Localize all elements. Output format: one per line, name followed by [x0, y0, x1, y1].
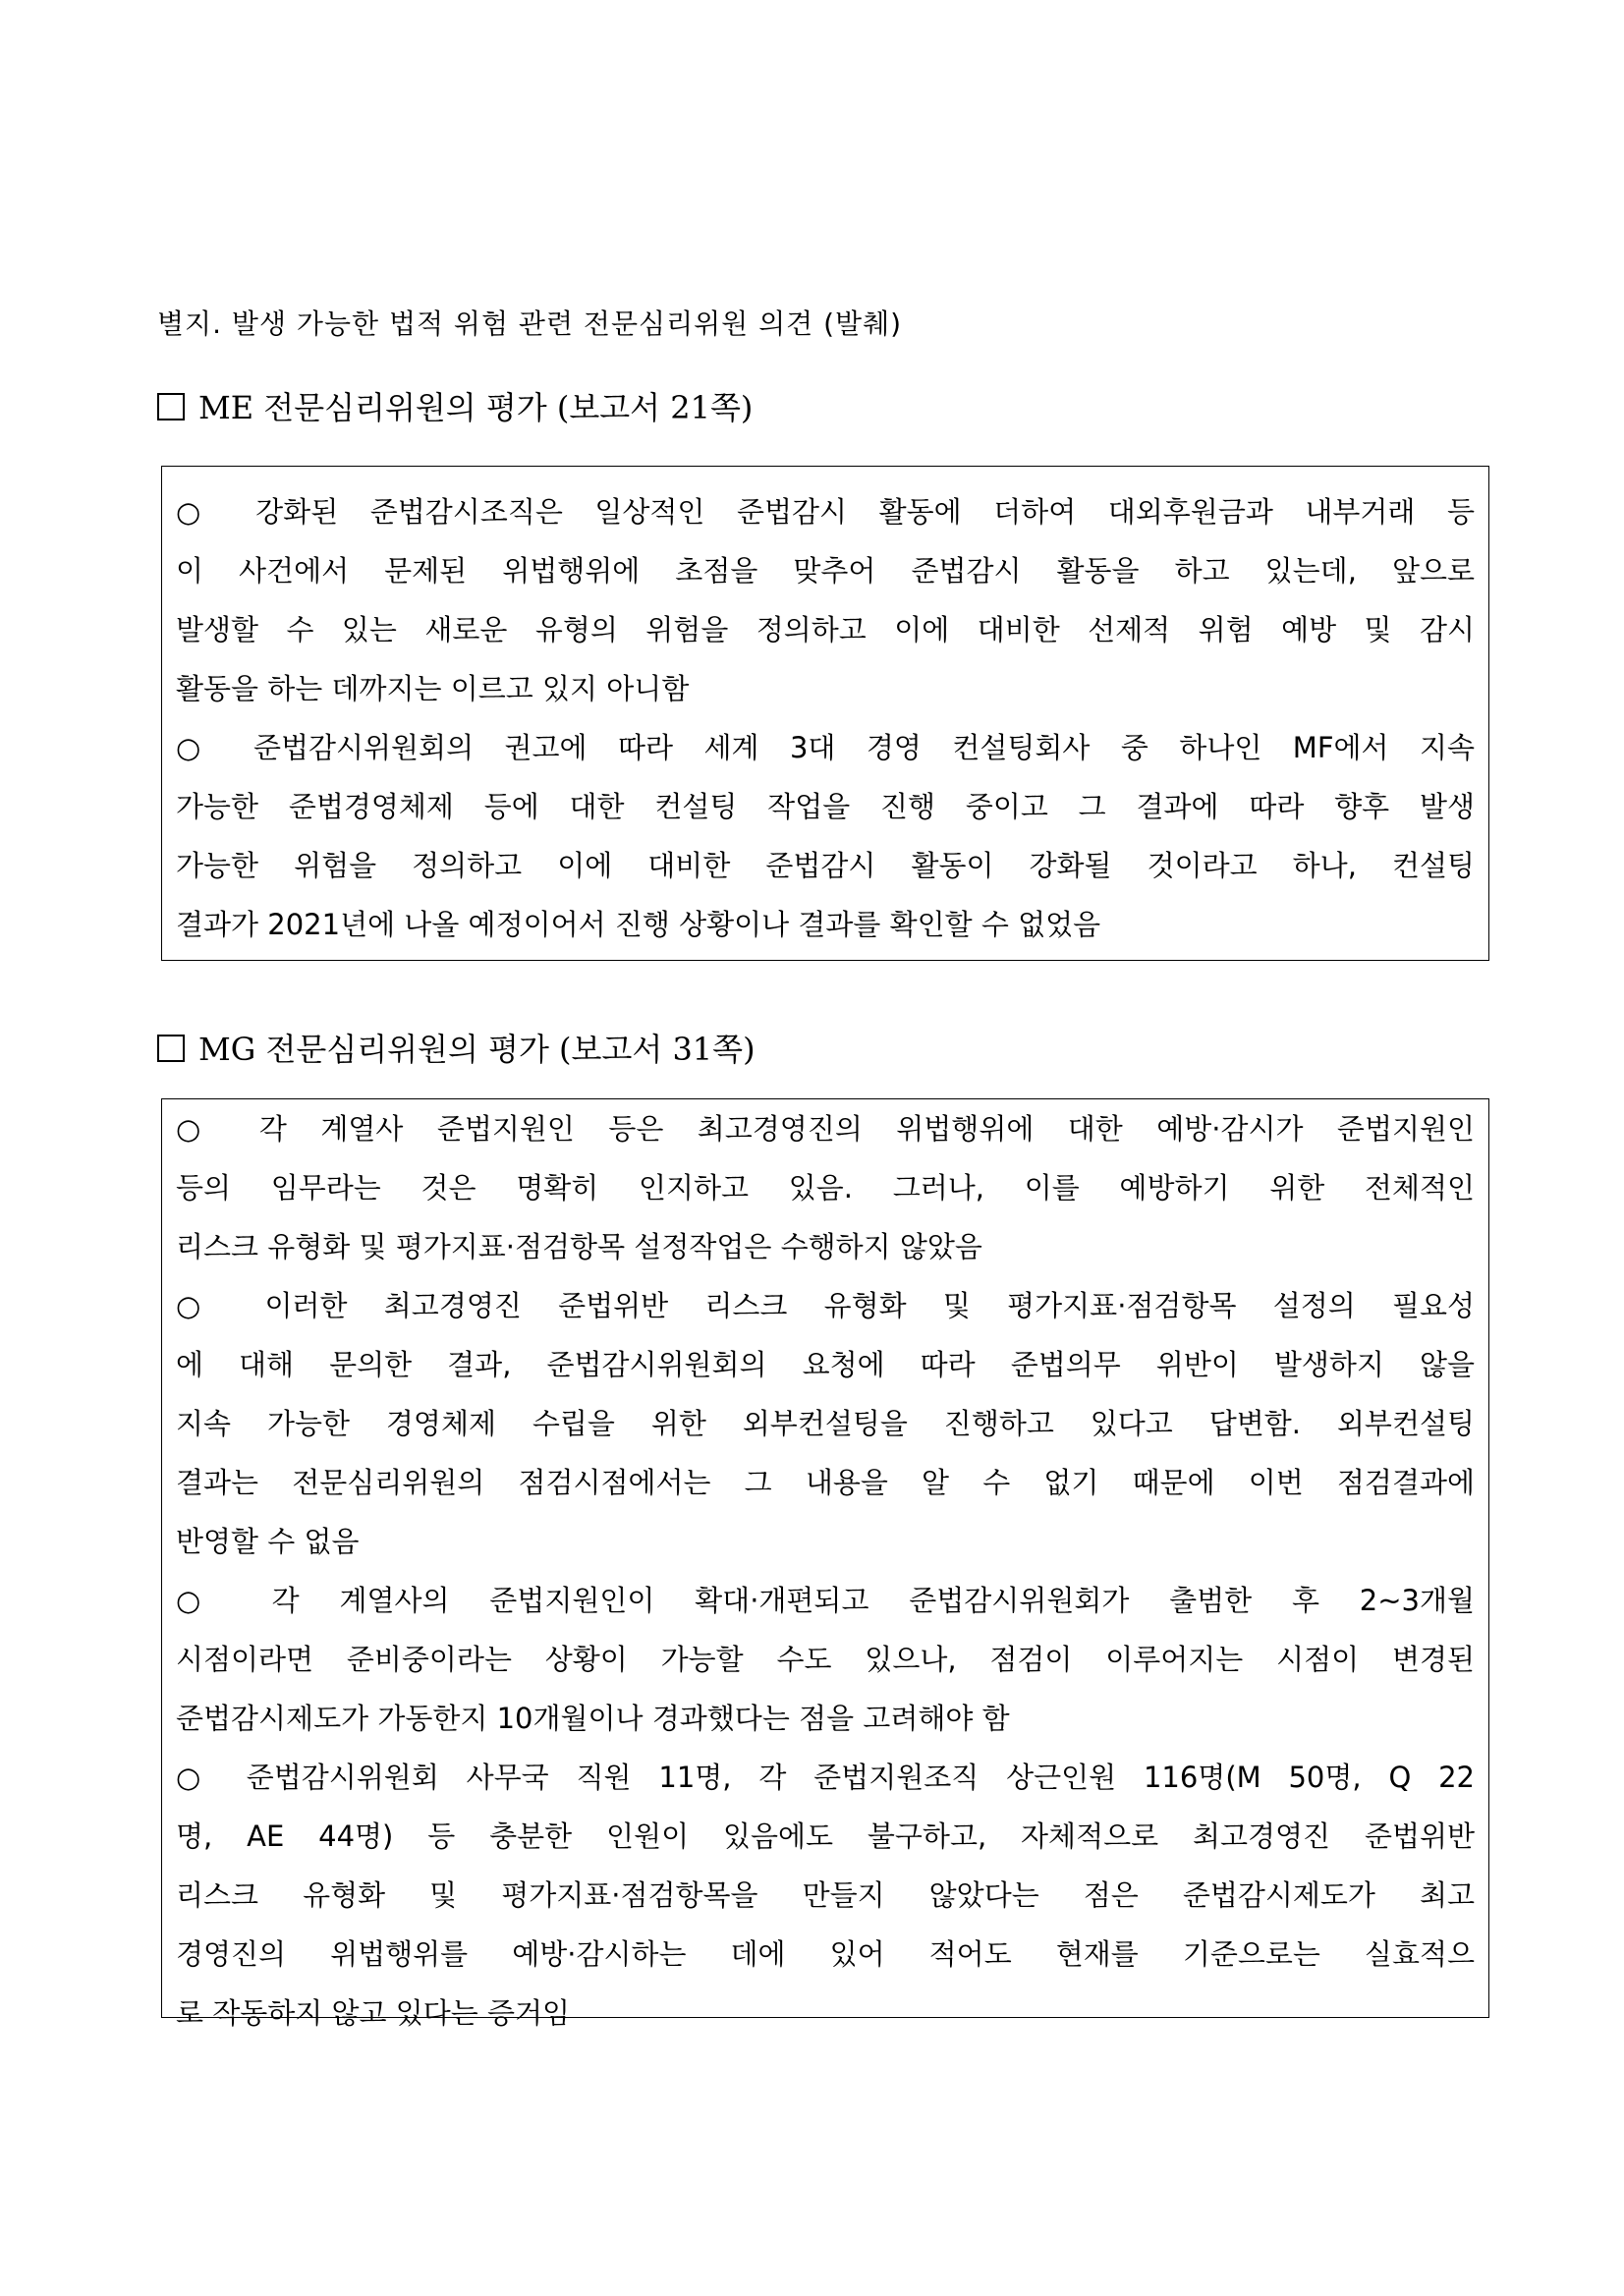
text-line: 반영할 수 없음 — [176, 1525, 360, 1558]
section-title-text: ME 전문심리위원의 평가 (보고서 21쪽) — [198, 389, 754, 426]
text-line: 에 대해 문의한 결과, 준법감시위원회의 요청에 따라 준법의무 위반이 발생하지 않을 — [176, 1348, 1475, 1381]
text-line: 지속 가능한 경영체제 수립을 위한 외부컨설팅을 진행하고 있다고 답변함. 외부컨설팅 — [176, 1407, 1475, 1440]
text-line: 이 사건에서 문제된 위법행위에 초점을 맞추어 준법감시 활동을 하고 있는데, 앞으로 — [176, 554, 1475, 588]
text-line: 시점이라면 준비중이라는 상황이 가능할 수도 있으나, 점검이 이루어지는 시점이 변경된 — [176, 1643, 1475, 1676]
section-title-me — [157, 383, 753, 428]
text-line: 가능한 위험을 정의하고 이에 대비한 준법감시 활동이 강화될 것이라고 하나, 컨설팅 — [176, 849, 1475, 882]
text-line: 준법감시제도가 가동한지 10개월이나 경과했다는 점을 고려해야 함 — [176, 1702, 1010, 1735]
section-box-mg — [161, 1098, 1489, 2030]
text-line: 로 작동하지 않고 있다는 증거임 — [176, 1996, 571, 2030]
text-line: ○ 준법감시위원회 사무국 직원 11명, 각 준법지원조직 상근인원 116명(M 50명, Q 22 — [176, 1761, 1475, 1794]
text-line: ○ 준법감시위원회의 권고에 따라 세계 3대 경영 컨설팅회사 중 하나인 MF에서 지속 — [176, 731, 1475, 764]
section-title-text: MG 전문심리위원의 평가 (보고서 31쪽) — [198, 1031, 756, 1068]
checkbox-square-icon — [157, 393, 185, 420]
text-line: 리스크 유형화 및 평가지표·점검항목을 만들지 않았다는 점은 준법감시제도가 최고 — [176, 1878, 1475, 1912]
text-line: ○ 이러한 최고경영진 준법위반 리스크 유형화 및 평가지표·점검항목 설정의 필요성 — [176, 1289, 1475, 1322]
text-line: 명, AE 44명) 등 충분한 인원이 있음에도 불구하고, 자체적으로 최고경영진 준법위반 — [176, 1820, 1475, 1853]
text-line: ○ 각 계열사의 준법지원인이 확대·개편되고 준법감시위원회가 출범한 후 2~3개월 — [176, 1584, 1475, 1617]
section-box-me — [161, 466, 1489, 961]
text-line: 발생할 수 있는 새로운 유형의 위험을 정의하고 이에 대비한 선제적 위험 예방 및 감시 — [176, 613, 1475, 646]
text-line: 경영진의 위법행위를 예방·감시하는 데에 있어 적어도 현재를 기준으로는 실효적으 — [176, 1937, 1475, 1971]
text-line: 활동을 하는 데까지는 이르고 있지 아니함 — [176, 672, 690, 705]
text-line: 결과가 2021년에 나올 예정이어서 진행 상황이나 결과를 확인할 수 없었음 — [176, 908, 1101, 941]
text-line: 등의 임무라는 것은 명확히 인지하고 있음. 그러나, 이를 예방하기 위한 전체적인 — [176, 1171, 1475, 1204]
section-title-mg — [157, 1025, 756, 1070]
text-line: 리스크 유형화 및 평가지표·점검항목 설정작업은 수행하지 않았음 — [176, 1230, 982, 1263]
page-heading: 별지. 발생 가능한 법적 위험 관련 전문심리위원 의견 (발췌) — [157, 308, 903, 340]
text-line: 가능한 준법경영체제 등에 대한 컨설팅 작업을 진행 중이고 그 결과에 따라 향후 발생 — [176, 790, 1475, 823]
text-line: ○ 각 계열사 준법지원인 등은 최고경영진의 위법행위에 대한 예방·감시가 준법지원인 — [176, 1112, 1475, 1146]
text-line: ○ 강화된 준법감시조직은 일상적인 준법감시 활동에 더하여 대외후원금과 내부거래 등 — [176, 495, 1475, 529]
text-line: 결과는 전문심리위원의 점검시점에서는 그 내용을 알 수 없기 때문에 이번 점검결과에 — [176, 1466, 1475, 1499]
checkbox-square-icon — [157, 1035, 185, 1062]
